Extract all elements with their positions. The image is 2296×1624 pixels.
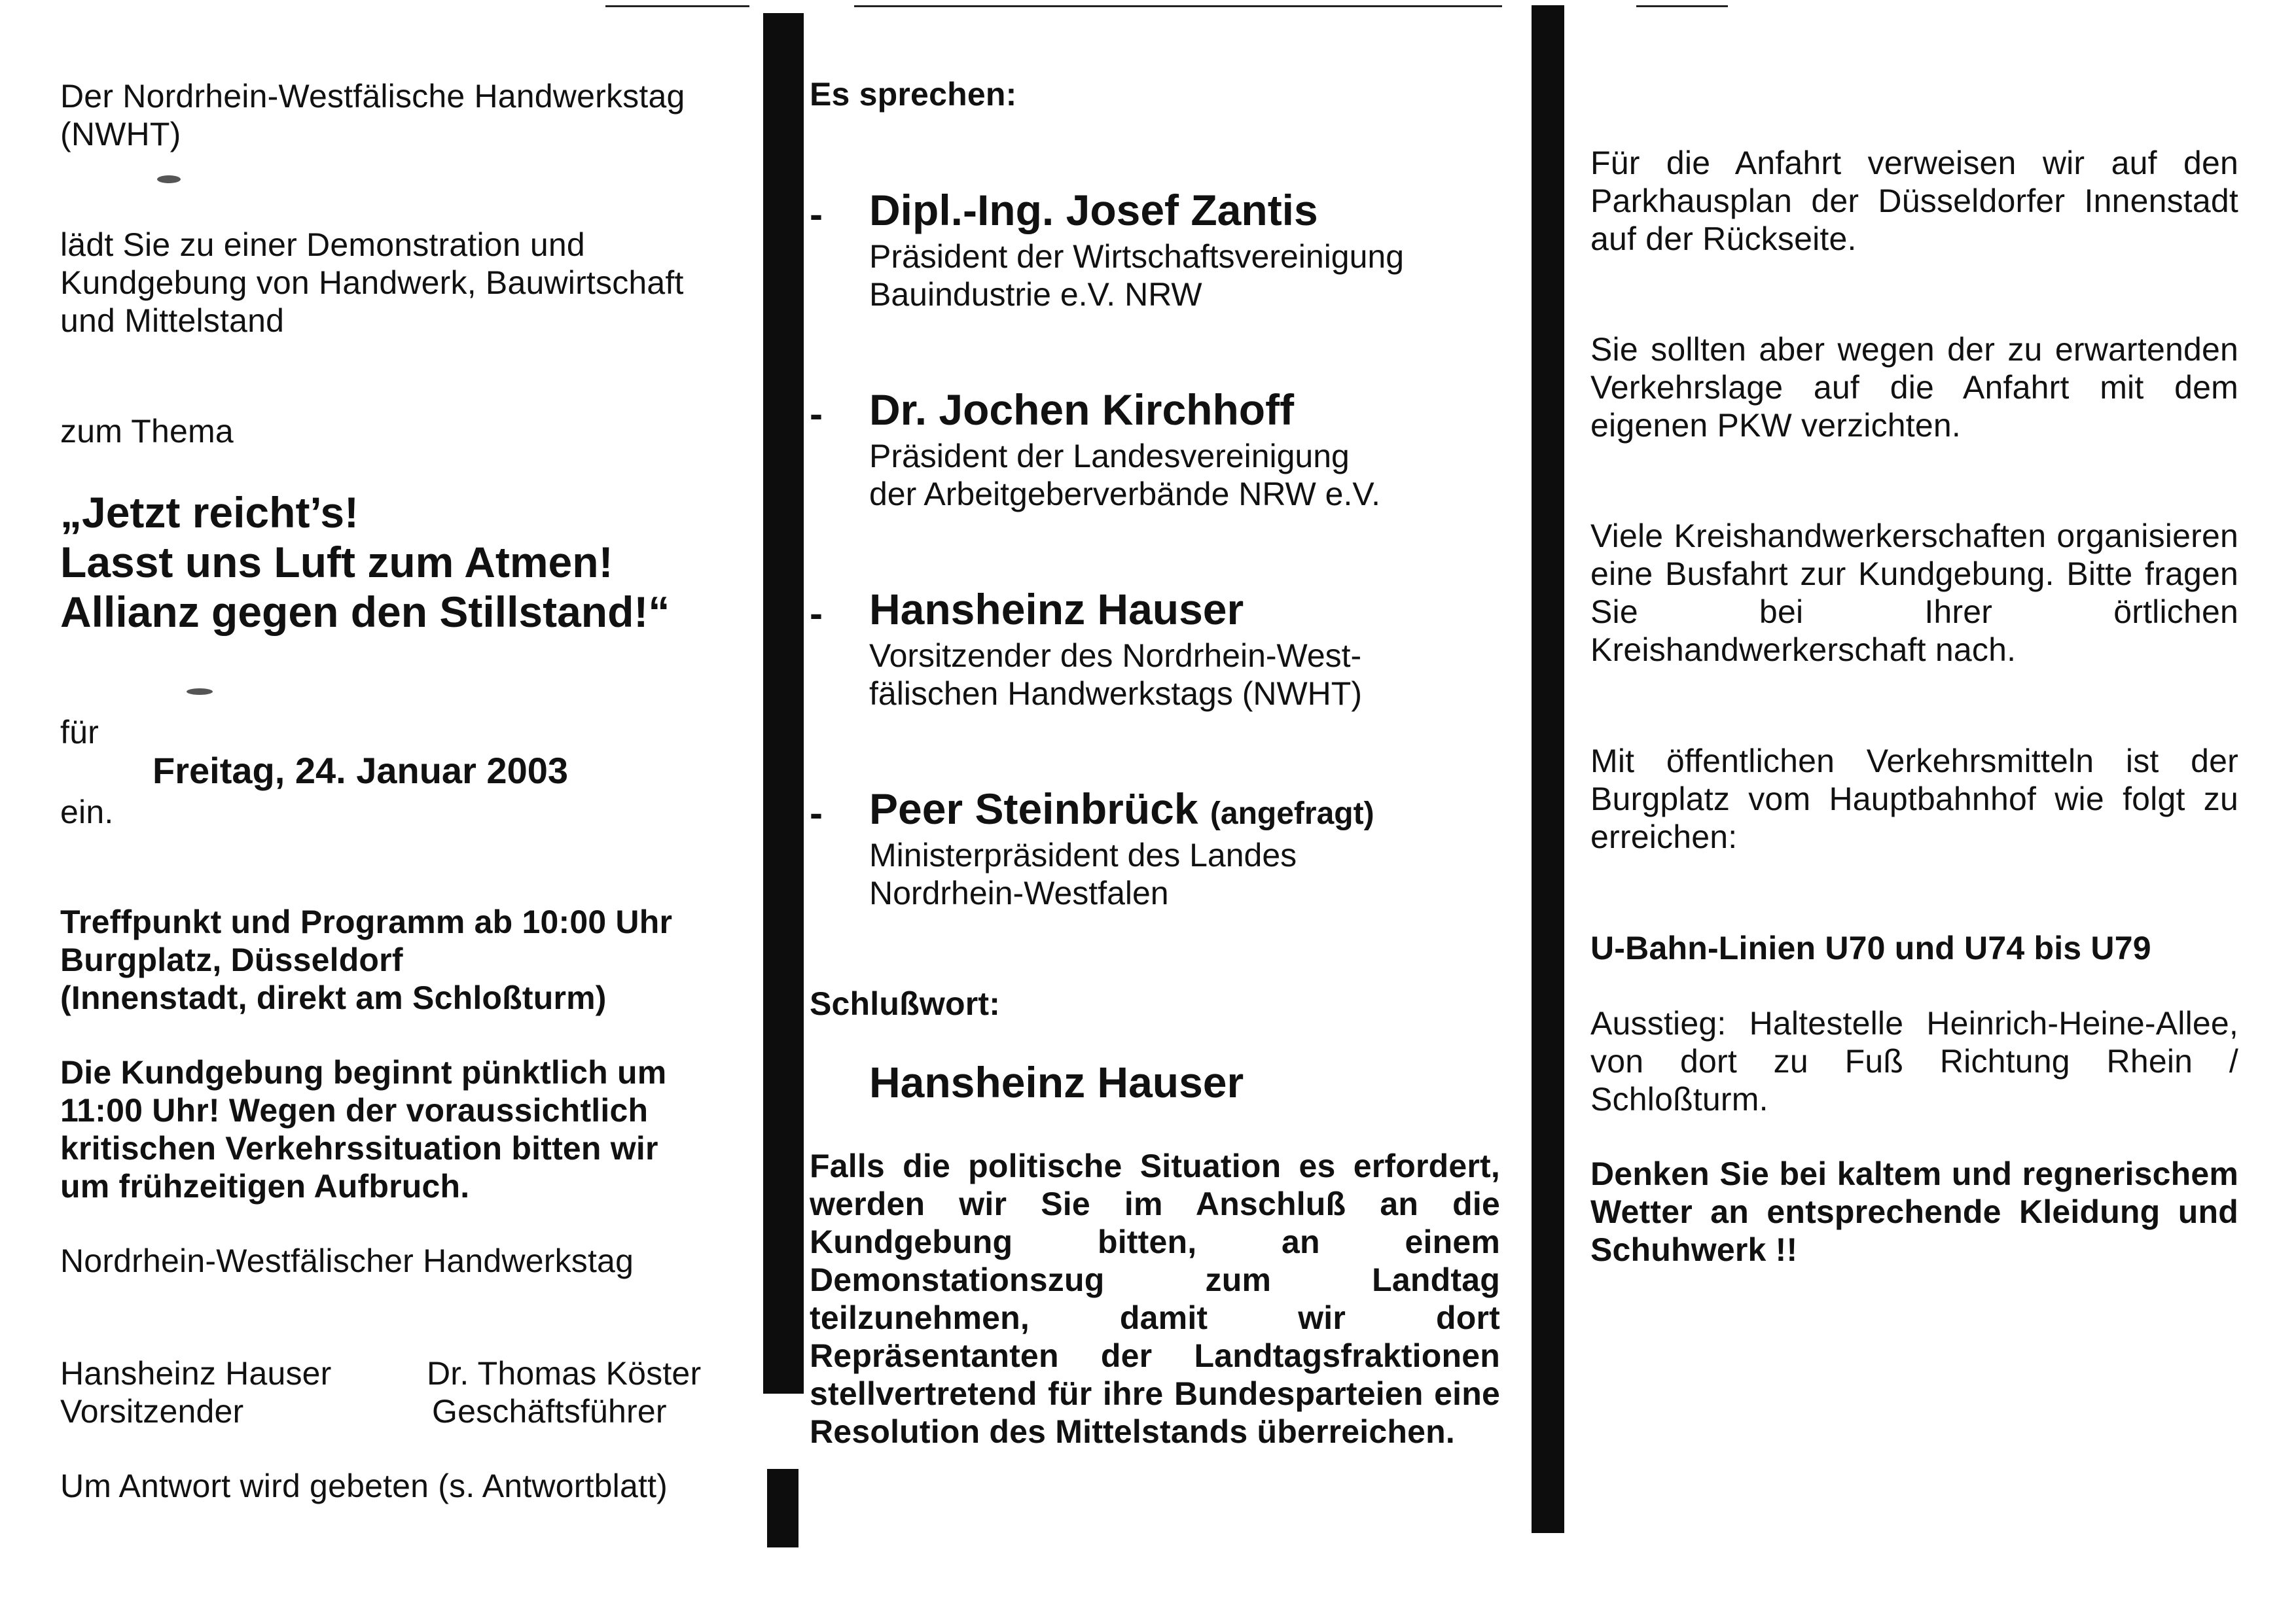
fold-shadow-left-lower [767, 1469, 798, 1547]
organization-name: Nordrhein-Westfälischer Handwerkstag [60, 1243, 634, 1279]
signer-1 [60, 1354, 332, 1430]
signer-title: Geschäftsführer [432, 1393, 667, 1430]
speaker-role: Präsident der Landesvereinigung der Arbeitgeberverbände NRW e.V. [869, 438, 1381, 512]
signer-title: Vorsitzender [60, 1393, 244, 1430]
bullet-dash: - [810, 392, 823, 436]
closing-heading: Schlußwort: [810, 985, 1001, 1022]
bullet-dash: - [810, 591, 823, 635]
event-headline [60, 487, 715, 637]
travel-note-bus: Viele Kreishandwerkerschaften organisieren eine Busfahrt zur Kundgebung. Bitte fragen Sie bei Ihrer örtlichen Kreishandwerkerschaft nach. [1590, 518, 2238, 668]
speaker-name [869, 186, 1318, 234]
rsvp-note: Um Antwort wird gebeten (s. Antwortblatt) [60, 1468, 668, 1504]
meeting-point [60, 903, 715, 1017]
for-label: für [60, 714, 99, 750]
topic-label: zum Thema [60, 413, 234, 450]
signer-2 [427, 1354, 701, 1430]
headline-line: Allianz gegen den Stillstand!“ [60, 588, 670, 636]
closing-speaker-name: Hansheinz Hauser [869, 1058, 1244, 1106]
subway-lines: U-Bahn-Linien U70 und U74 bis U79 [1590, 930, 2151, 966]
meeting-line: Burgplatz, Düsseldorf [60, 942, 403, 978]
speaker-name-suffix: (angefragt) [1210, 796, 1374, 831]
meeting-line: (Innenstadt, direkt am Schloßturm) [60, 980, 607, 1016]
exit-directions: Ausstieg: Haltestelle Heinrich-Heine-Allee, von dort zu Fuß Richtung Rhein / Schloßturm. [1590, 1005, 2238, 1118]
event-date: Freitag, 24. Januar 2003 [152, 750, 569, 791]
weather-note: Denken Sie bei kaltem und regnerischem Wetter an entsprechende Kleidung und Schuhwerk !! [1590, 1156, 2238, 1268]
speaker-name [869, 386, 1294, 433]
bullet-dash: - [810, 791, 823, 835]
middle-column [810, 0, 1503, 1624]
intro-text: Der Nordrhein-Westfälische Handwerkstag (NWHT) [60, 78, 685, 152]
speaker-name-text: Peer Steinbrück [869, 785, 1198, 833]
travel-note-transit: Mit öffentlichen Verkehrsmitteln ist der Burgplatz vom Hauptbahnhof wie folgt zu erreichen: [1590, 743, 2238, 855]
closing-note: Falls die politische Situation es erfordert, werden wir Sie im Anschluß an die Kundgebung bitten, an einem Demonstationszug zum Landtag teilzunehmen, damit wir dort Repräsentanten der Landtagsfraktionen stellvertretend für ihre Bundesparteien eine Resolution des Mittelstands überreichen. [810, 1148, 1500, 1450]
bullet-dash: - [810, 192, 823, 236]
meeting-line: Treffpunkt und Programm ab 10:00 Uhr [60, 904, 673, 940]
speaker-role: Präsident der Wirtschaftsvereinigung Bauindustrie e.V. NRW [869, 238, 1405, 313]
speakers-heading: Es sprechen: [810, 76, 1017, 113]
headline-line: Lasst uns Luft zum Atmen! [60, 538, 613, 586]
invitation-text: lädt Sie zu einer Demonstration und Kundgebung von Handwerk, Bauwirtschaft und Mittelstand [60, 226, 684, 339]
ein-label: ein. [60, 794, 114, 830]
speaker-name-text: Hansheinz Hauser [869, 585, 1244, 633]
speaker-role: Vorsitzender des Nordrhein-West- fälischen Handwerkstags (NWHT) [869, 637, 1362, 712]
signer-name: Dr. Thomas Köster [427, 1355, 702, 1392]
speaker-name [869, 586, 1244, 633]
speaker-name [869, 785, 1374, 838]
travel-note-parking: Für die Anfahrt verweisen wir auf den Parkhausplan der Düsseldorfer Innenstadt auf der Rückseite. [1590, 145, 2238, 257]
fold-shadow-left [763, 13, 804, 1394]
headline-line: „Jetzt reicht’s! [60, 488, 359, 537]
signer-name: Hansheinz Hauser [60, 1355, 332, 1392]
speaker-name-text: Dipl.-Ing. Josef Zantis [869, 186, 1318, 234]
right-column [1590, 0, 2238, 1624]
start-note: Die Kundgebung beginnt pünktlich um 11:00 Uhr! Wegen der voraussichtlich kritischen Verkehrssituation bitten wir um frühzeitigen Aufbruch. [60, 1054, 667, 1205]
left-column [60, 0, 715, 1624]
fold-shadow-right [1532, 5, 1564, 1533]
speaker-role: Ministerpräsident des Landes Nordrhein-Westfalen [869, 837, 1297, 911]
travel-note-car: Sie sollten aber wegen der zu erwartenden Verkehrslage auf die Anfahrt mit dem eigenen PKW verzichten. [1590, 331, 2238, 444]
speaker-name-text: Dr. Jochen Kirchhoff [869, 385, 1295, 434]
